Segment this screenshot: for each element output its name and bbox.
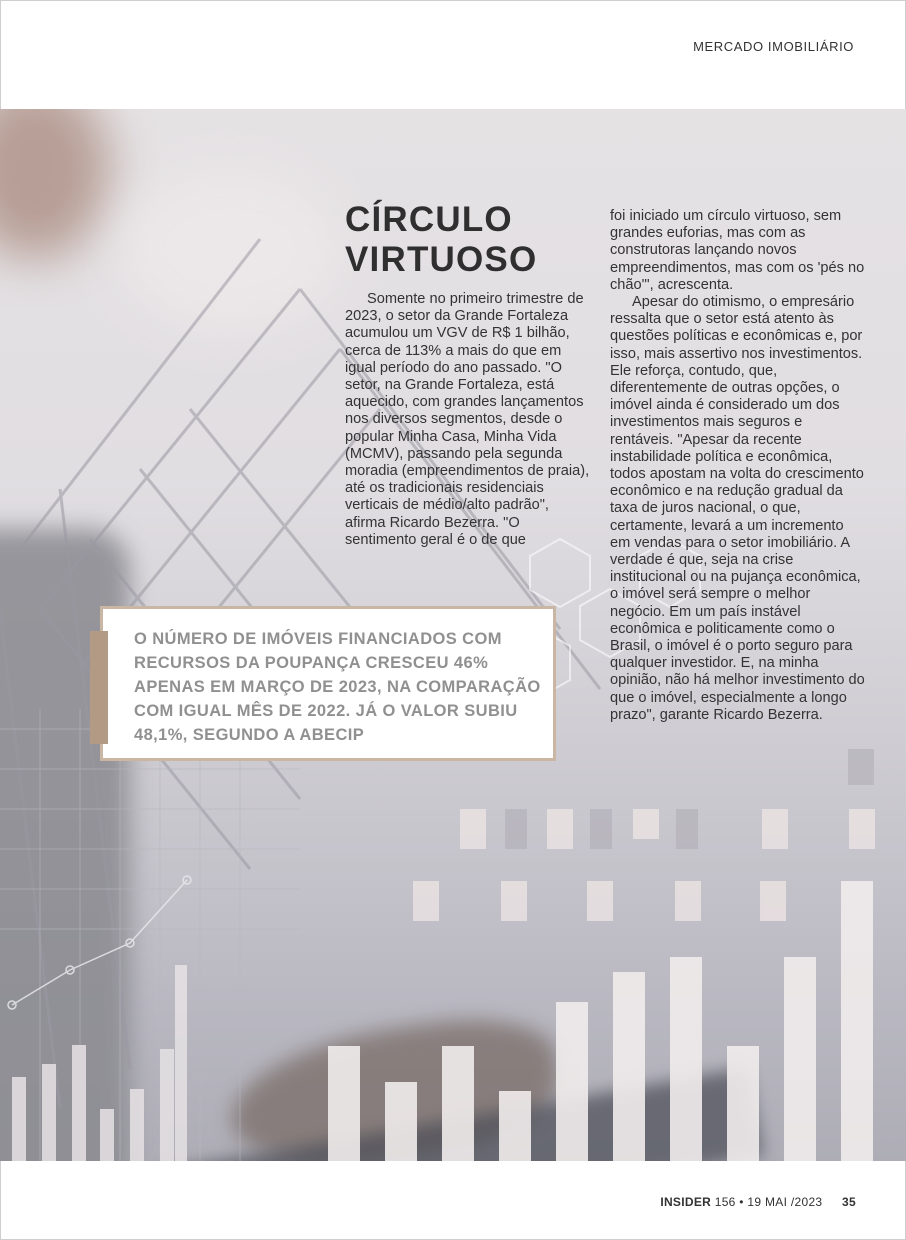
headline <box>345 200 595 280</box>
article-title <box>345 200 595 280</box>
body-paragraph-2: foi iniciado um círculo virtuoso, sem grandes euforias, mas com as construtoras lançando novos empreendimentos, mas com os 'pés no chão'", acrescenta. <box>610 208 865 293</box>
body-paragraph-3: Apesar do otimismo, o empresário ressalta que o setor está atento às questões políticas e econômicas e, por isso, mais assertivo nos investimentos. <box>610 294 863 362</box>
page-number: 35 <box>842 1195 856 1209</box>
pullquote-accent-bar <box>90 631 108 744</box>
section-label: MERCADO IMOBILIÁRIO <box>693 39 854 54</box>
page-footer <box>660 1195 856 1209</box>
issue-info: 156 • 19 MAI /2023 <box>714 1195 823 1209</box>
body-paragraph-1: Somente no primeiro trimestre de 2023, o setor da Grande Fortaleza acumulou um VGV de R$ 1 bilhão, cerca de 113% a mais do que em igual período do ano passado. "O setor, na Grande Fortaleza, está aquecido, com grandes lançamentos nos diversos segmentos, desde o popular Minha Casa, Minha Vida (MCMV), passando pela segunda moradia (empreendimentos de praia), até os tradicionais residenciais verticais de médio/alto padrão", afirma Ricardo Bezerra. "O sentimento geral é o de que <box>345 291 590 548</box>
headline-line-2: VIRTUOSO <box>345 240 538 279</box>
headline-line-1: CÍRCULO <box>345 200 513 239</box>
pullquote-text: O NÚMERO DE IMÓVEIS FINANCIADOS COM RECURSOS DA POUPANÇA CRESCEU 46% APENAS EM MARÇO DE 2023, NA COMPARAÇÃO COM IGUAL MÊS DE 2022. JÁ O VALOR SUBIU 48,1%, SEGUNDO A ABECIP <box>134 630 541 744</box>
body-paragraph-4: Ele reforça, contudo, que, diferentemente de outras opções, o imóvel ainda é considerado um dos investimentos mais seguros e rentáveis. "Apesar da recente instabilidade política e econômica, todos apostam na volta do crescimento econômico e na redução gradual da taxa de juros nacional, o que, certamente, levará a um incremento em vendas para o setor imobiliário. A verdade é que, seja na crise institucional ou na pujança econômica, o imóvel será sempre o melhor negócio. Em um país instável econômica e politicamente como o Brasil, o imóvel é o porto seguro para qualquer investidor. E, na minha opinião, não há melhor investimento do que o imóvel, especialmente a longo prazo", garante Ricardo Bezerra. <box>610 362 865 723</box>
body-column-right <box>610 208 865 724</box>
magazine-name: INSIDER <box>660 1195 712 1209</box>
body-column-left <box>345 291 593 549</box>
